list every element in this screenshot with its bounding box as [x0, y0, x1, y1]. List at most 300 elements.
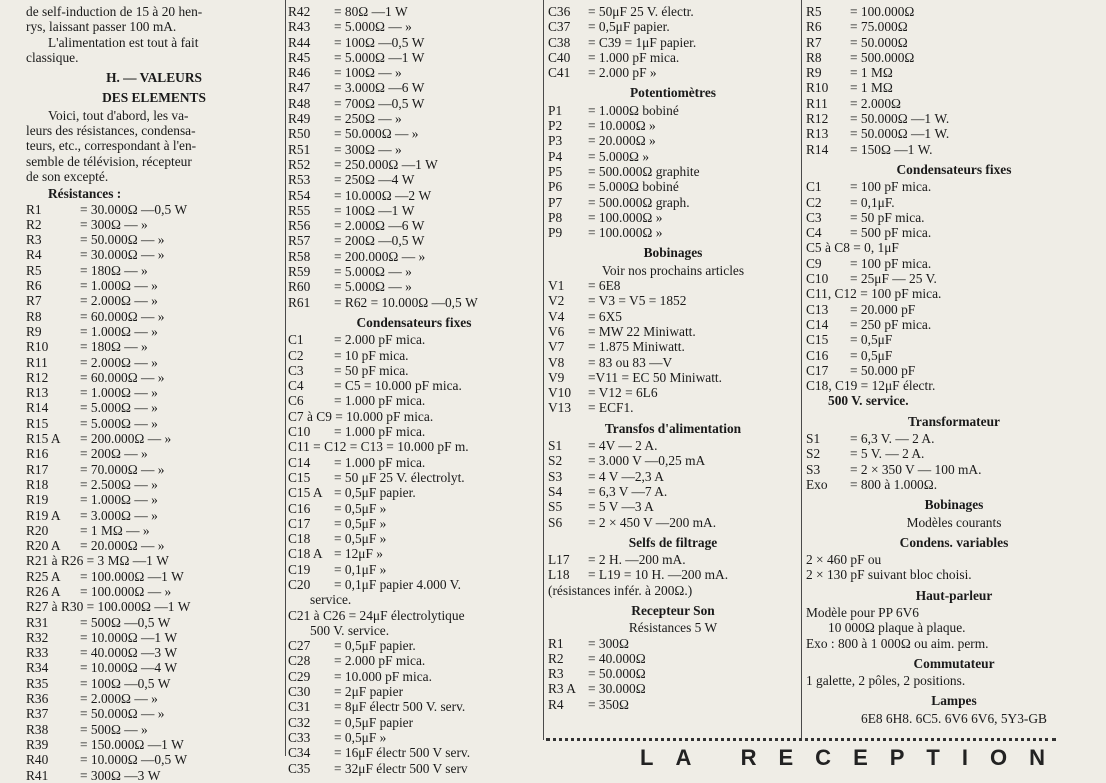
component-value: = 10.000Ω —2 W [334, 187, 432, 203]
component-designator: C31 [288, 699, 311, 715]
component-row [806, 431, 1102, 446]
component-value: = 700Ω —0,5 W [334, 95, 425, 111]
footer-title: LA RECEPTION [640, 745, 1067, 770]
component-row [26, 462, 282, 477]
component-row [548, 385, 798, 400]
component-value: = 50 μF 25 V. électrolyt. [334, 469, 465, 485]
component-designator: R33 [26, 645, 49, 661]
component-designator: R40 [26, 752, 49, 768]
component-value: = 2.000Ω — » [80, 691, 158, 707]
component-designator: R19 A [26, 507, 61, 523]
component-row [288, 669, 540, 684]
section-heading: Transformateur [908, 413, 1000, 429]
component-value: = 0,1μF papier 4.000 V. [334, 576, 461, 592]
component-row [288, 699, 540, 714]
component-row [26, 492, 282, 507]
component-value: = 0,5μF [850, 347, 893, 363]
component-row [548, 50, 798, 65]
component-row [548, 149, 798, 164]
component-row [548, 324, 798, 339]
component-designator: S6 [548, 514, 563, 530]
component-row [26, 232, 282, 247]
component-row [288, 393, 540, 408]
component-value: = 180Ω — » [80, 262, 148, 278]
component-value: = 500Ω —0,5 W [80, 614, 171, 630]
component-row [288, 653, 540, 668]
component-row [26, 768, 282, 783]
component-row [288, 470, 540, 485]
component-designator: R19 [26, 492, 49, 508]
component-value: = 1.000Ω — » [80, 385, 158, 401]
component-row [26, 400, 282, 415]
text-line: C18, C19 = 12μF électr. [806, 378, 936, 394]
component-row [26, 706, 282, 721]
component-value: = 5.000Ω bobiné [588, 179, 679, 195]
component-row [26, 416, 282, 431]
component-designator: V6 [548, 323, 565, 339]
component-value: = 1.000 pF mica. [334, 393, 426, 409]
component-designator: C3 [288, 362, 304, 378]
component-value: = 500 pF mica. [850, 225, 932, 241]
text-line: R21 à R26 = 3 MΩ —1 W [26, 553, 169, 569]
component-value: = 100Ω —0,5 W [334, 34, 425, 50]
component-designator: S2 [548, 453, 563, 469]
component-designator: C14 [288, 454, 311, 470]
component-designator: R18 [26, 476, 49, 492]
column-3 [548, 4, 798, 712]
component-designator: R49 [288, 111, 311, 127]
component-row [806, 256, 1102, 271]
component-value: = 40.000Ω —3 W [80, 645, 178, 661]
component-row [806, 195, 1102, 210]
component-designator: R45 [288, 49, 311, 65]
component-designator: R2 [548, 650, 564, 666]
component-value: = 40.000Ω [588, 650, 646, 666]
component-row [548, 697, 798, 712]
component-row [548, 355, 798, 370]
component-value: = 0,5μF » [334, 729, 387, 745]
component-value: = 1.000Ω bobiné [588, 102, 679, 118]
component-designator: R6 [806, 19, 822, 35]
component-value: = 2.000 pF mica. [334, 332, 426, 348]
component-value: = 250 pF mica. [850, 316, 932, 332]
component-designator: R42 [288, 4, 311, 19]
component-row [548, 309, 798, 324]
component-designator: R50 [288, 126, 311, 142]
component-value: = 5.000Ω — » [80, 415, 158, 431]
section-subheading: Résistances : [48, 186, 122, 202]
component-designator: V10 [548, 385, 572, 401]
component-row [806, 210, 1102, 225]
component-designator: C35 [288, 760, 311, 776]
component-row [26, 385, 282, 400]
component-row [26, 278, 282, 293]
component-designator: C13 [806, 301, 829, 317]
component-value: = 500Ω — » [80, 721, 148, 737]
component-row [806, 348, 1102, 363]
component-value: = 70.000Ω — » [80, 461, 165, 477]
text-line: C11 = C12 = C13 = 10.000 pF m. [288, 439, 469, 455]
component-value: = 300Ω — » [334, 141, 402, 157]
section-heading: Selfs de filtrage [628, 534, 718, 550]
component-row [288, 80, 540, 95]
component-value: = 6E8 [588, 278, 621, 294]
component-row [288, 233, 540, 248]
component-row [548, 65, 798, 80]
component-value: = R62 = 10.000Ω —0,5 W [334, 294, 478, 310]
text-line: semble de télévision, récepteur [26, 153, 192, 169]
component-row [806, 446, 1102, 461]
section-heading: Bobinages [643, 245, 703, 261]
component-designator: R13 [26, 385, 49, 401]
component-row [548, 164, 798, 179]
text-line: 2 × 460 pF ou [806, 552, 882, 568]
component-designator: C4 [288, 378, 304, 394]
component-designator: R1 [26, 201, 42, 217]
component-value: = 60.000Ω — » [80, 308, 165, 324]
component-row [26, 309, 282, 324]
component-row [548, 179, 798, 194]
component-value: = 50.000Ω [588, 666, 646, 682]
component-row [548, 636, 798, 651]
component-designator: C15 [288, 469, 311, 485]
component-designator: R32 [26, 629, 49, 645]
component-designator: V1 [548, 278, 565, 294]
component-row [288, 501, 540, 516]
component-value: = 200.000Ω — » [334, 248, 426, 264]
component-designator: C1 [806, 179, 822, 195]
component-value: = 2 × 450 V —200 mA. [588, 514, 717, 530]
component-designator: R57 [288, 233, 311, 249]
component-designator: C17 [806, 362, 829, 378]
component-designator: C27 [288, 638, 311, 654]
component-value: = 50.000Ω —1 W. [850, 126, 950, 142]
component-value: = 100.000Ω » [588, 225, 663, 241]
component-row [288, 363, 540, 378]
text-line: Modèle pour PP 6V6 [806, 604, 919, 620]
component-row [806, 179, 1102, 194]
component-value: = 1.000 pF mica. [334, 454, 426, 470]
component-value: = 2.000Ω — » [80, 354, 158, 370]
component-row [548, 515, 798, 530]
component-row [548, 118, 798, 133]
component-value: = ECF1. [588, 400, 634, 416]
component-row [26, 722, 282, 737]
component-value: = 50μF 25 V. électr. [588, 4, 694, 19]
component-value: = 1.000Ω — » [80, 323, 158, 339]
component-designator: V7 [548, 339, 565, 355]
component-value: = 50.000 pF [850, 362, 916, 378]
component-designator: R7 [26, 293, 42, 309]
text-line: classique. [26, 49, 79, 65]
component-designator: R1 [548, 635, 564, 651]
component-value: = 100.000Ω —1 W [80, 568, 184, 584]
text-line: C21 à C26 = 24μF électrolytique [288, 607, 465, 623]
component-value: = 50.000Ω — » [80, 232, 165, 248]
component-designator: C2 [806, 194, 822, 210]
text-line: 1 galette, 2 pôles, 2 positions. [806, 673, 966, 689]
component-designator: R9 [806, 65, 822, 81]
component-row [288, 188, 540, 203]
component-designator: C18 [288, 531, 311, 547]
component-row [548, 400, 798, 415]
text-line: 2 × 130 pF suivant bloc choisi. [806, 567, 972, 583]
component-value: = 1 MΩ — » [80, 522, 150, 538]
component-row [548, 370, 798, 385]
component-value: = 30.000Ω [588, 681, 646, 697]
component-value: = 200Ω — » [80, 446, 148, 462]
component-value: = 2μF papier [334, 684, 404, 700]
component-value: = 5.000Ω — » [334, 279, 412, 295]
section-heading: Transfos d'alimentation [604, 420, 742, 436]
component-row [288, 279, 540, 294]
text-line: Exo : 800 à 1 000Ω ou aim. perm. [806, 635, 989, 651]
component-designator: V13 [548, 400, 572, 416]
component-designator: R8 [806, 49, 822, 65]
component-designator: R44 [288, 34, 311, 50]
component-designator: C1 [288, 332, 304, 348]
component-designator: C2 [288, 347, 304, 363]
component-value: = 2.000Ω [850, 95, 901, 111]
component-designator: C32 [288, 714, 311, 730]
component-row [26, 293, 282, 308]
component-row [288, 761, 540, 776]
component-row [548, 103, 798, 118]
component-value: = 300Ω —3 W [80, 767, 161, 783]
component-value: = 500.000Ω [850, 49, 915, 65]
component-value: = 300Ω — » [80, 216, 148, 232]
component-value: = 5.000Ω — » [80, 400, 158, 416]
component-row [26, 477, 282, 492]
component-designator: C15 [806, 332, 829, 348]
component-value: = 20.000Ω — » [80, 538, 165, 554]
component-value: = 0,5μF papier. [334, 638, 416, 654]
component-row [288, 638, 540, 653]
component-row [806, 271, 1102, 286]
column-4 [806, 4, 1102, 726]
component-row [26, 263, 282, 278]
component-value: = 2.000 pF » [588, 65, 657, 81]
component-value: = 100Ω —1 W [334, 202, 415, 218]
component-designator: R6 [26, 278, 42, 294]
component-value: = 100Ω — » [334, 65, 402, 81]
component-designator: R58 [288, 248, 311, 264]
component-designator: C3 [806, 209, 822, 225]
component-value: = 350Ω [588, 696, 629, 712]
component-row [26, 523, 282, 538]
component-value: = 6,3 V —7 A. [588, 483, 668, 499]
component-row [26, 569, 282, 584]
component-designator: S3 [806, 461, 821, 477]
component-designator: C38 [548, 34, 571, 50]
component-value: = 1.000 pF mica. [588, 49, 680, 65]
component-designator: C9 [806, 255, 822, 271]
component-designator: C41 [548, 65, 571, 81]
component-row [288, 50, 540, 65]
component-value: = 3.000Ω — » [80, 507, 158, 523]
component-designator: R3 [26, 232, 42, 248]
centered-line: Voir nos prochains articles [601, 262, 745, 278]
component-value: = 200Ω —0,5 W [334, 233, 425, 249]
component-row [288, 730, 540, 745]
component-value: = 50.000Ω —1 W. [850, 111, 950, 127]
component-row [548, 651, 798, 666]
section-heading: Bobinages [924, 497, 984, 513]
component-row [288, 745, 540, 760]
component-row [26, 355, 282, 370]
component-value: = 10.000Ω —0,5 W [80, 752, 188, 768]
text-line: C5 à C8 = 0, 1μF [806, 240, 899, 256]
component-value: = 5 V —3 A [588, 499, 654, 515]
component-value: = 25μF — 25 V. [850, 271, 937, 287]
component-value: = V3 = V5 = 1852 [588, 293, 687, 309]
component-row [26, 645, 282, 660]
component-row [806, 302, 1102, 317]
column-rule-2 [543, 0, 544, 740]
component-designator: R59 [288, 264, 311, 280]
component-value: = 16μF électr 500 V serv. [334, 745, 471, 761]
component-value: = 80Ω —1 W [334, 4, 408, 19]
component-value: = 250.000Ω —1 W [334, 156, 438, 172]
component-row [288, 96, 540, 111]
component-designator: C19 [288, 561, 311, 577]
component-row [288, 4, 540, 19]
component-value: = 12μF » [334, 546, 383, 562]
indented-line: service. [310, 592, 352, 608]
component-designator: R61 [288, 294, 311, 310]
component-value: = 50.000Ω — » [334, 126, 419, 142]
component-designator: R52 [288, 156, 311, 172]
component-designator: R9 [26, 323, 42, 339]
component-designator: L18 [548, 567, 570, 583]
component-value: = 1.875 Miniwatt. [588, 339, 685, 355]
component-value: = 150Ω —1 W. [850, 141, 933, 157]
component-value: = 1 MΩ [850, 65, 893, 81]
component-designator: Exo [806, 476, 828, 492]
component-row [26, 202, 282, 217]
component-value: = 0,5μF [850, 332, 893, 348]
component-designator: R5 [806, 4, 822, 19]
centered-line: Résistances 5 W [628, 620, 718, 636]
component-value: = 3.000 V —0,25 mA [588, 453, 706, 469]
component-value: = 150.000Ω —1 W [80, 736, 184, 752]
component-designator: C16 [806, 347, 829, 363]
component-value: = 50.000Ω [850, 34, 908, 50]
component-designator: R3 A [548, 681, 576, 697]
component-value: = 3.000Ω —6 W [334, 80, 425, 96]
component-designator: R20 [26, 522, 49, 538]
component-value: = 100.000Ω — » [80, 583, 172, 599]
footer-dotted-rule [546, 738, 1056, 741]
component-designator: R10 [26, 339, 49, 355]
component-value: = 50 pF mica. [334, 362, 409, 378]
component-designator: R12 [806, 111, 829, 127]
text-line: teurs, etc., correspondant à l'en- [26, 138, 197, 154]
section-heading: Recepteur Son [631, 602, 715, 618]
centered-line: Modèles courants [906, 514, 1002, 530]
component-row [806, 50, 1102, 65]
component-designator: R15 A [26, 431, 61, 447]
component-row [288, 35, 540, 50]
component-designator: R39 [26, 736, 49, 752]
component-designator: P3 [548, 133, 563, 149]
component-row [26, 446, 282, 461]
component-row [26, 339, 282, 354]
component-designator: C34 [288, 745, 311, 761]
section-heading: Haut-parleur [915, 587, 993, 603]
component-row [288, 264, 540, 279]
component-row [806, 111, 1102, 126]
component-row [806, 4, 1102, 19]
component-value: = 10.000Ω —4 W [80, 660, 178, 676]
component-designator: C29 [288, 668, 311, 684]
component-row [806, 332, 1102, 347]
component-designator: R26 A [26, 583, 61, 599]
component-designator: C4 [806, 225, 822, 241]
component-designator: S3 [548, 468, 563, 484]
component-row [26, 584, 282, 599]
component-row [548, 484, 798, 499]
component-row [548, 339, 798, 354]
section-heading: Lampes [931, 693, 977, 709]
component-row [288, 516, 540, 531]
component-row [548, 499, 798, 514]
component-row [548, 19, 798, 34]
component-designator: C33 [288, 729, 311, 745]
component-row [26, 508, 282, 523]
component-row [548, 453, 798, 468]
component-value: = 0,5μF papier. [334, 485, 416, 501]
component-row [806, 19, 1102, 34]
component-designator: R17 [26, 461, 49, 477]
centered-line: 6E8 6H8. 6C5. 6V6 6V6, 5Y3-GB [861, 710, 1047, 726]
component-designator: C18 A [288, 546, 323, 562]
component-designator: C10 [288, 424, 311, 440]
component-row [806, 126, 1102, 141]
component-row [26, 370, 282, 385]
component-row [288, 142, 540, 157]
component-value: = 100.000Ω [850, 4, 915, 19]
component-value: = 32μF électr 500 V serv [334, 760, 468, 776]
component-designator: R36 [26, 691, 49, 707]
text-line: de son excepté. [26, 168, 109, 184]
component-row [288, 295, 540, 310]
component-value: = 10.000Ω » [588, 118, 656, 134]
column-rule-3 [801, 0, 802, 740]
component-designator: S2 [806, 446, 821, 462]
component-designator: S4 [548, 483, 563, 499]
component-value: = 1.000Ω — » [80, 278, 158, 294]
component-designator: P2 [548, 118, 563, 134]
component-designator: R43 [288, 19, 311, 35]
component-value: = 0,5μF papier [334, 714, 414, 730]
component-row [288, 577, 540, 592]
component-designator: R56 [288, 218, 311, 234]
component-designator: R11 [26, 354, 48, 370]
component-row [288, 172, 540, 187]
component-row [806, 142, 1102, 157]
component-value: = 1 MΩ [850, 80, 893, 96]
component-row [288, 531, 540, 546]
component-value: = 30.000Ω — » [80, 247, 165, 263]
component-row [288, 348, 540, 363]
component-designator: R47 [288, 80, 311, 96]
component-designator: R41 [26, 767, 49, 783]
component-designator: R10 [806, 80, 829, 96]
component-value: = 83 ou 83 —V [588, 354, 673, 370]
component-designator: R2 [26, 216, 42, 232]
component-designator: R55 [288, 202, 311, 218]
